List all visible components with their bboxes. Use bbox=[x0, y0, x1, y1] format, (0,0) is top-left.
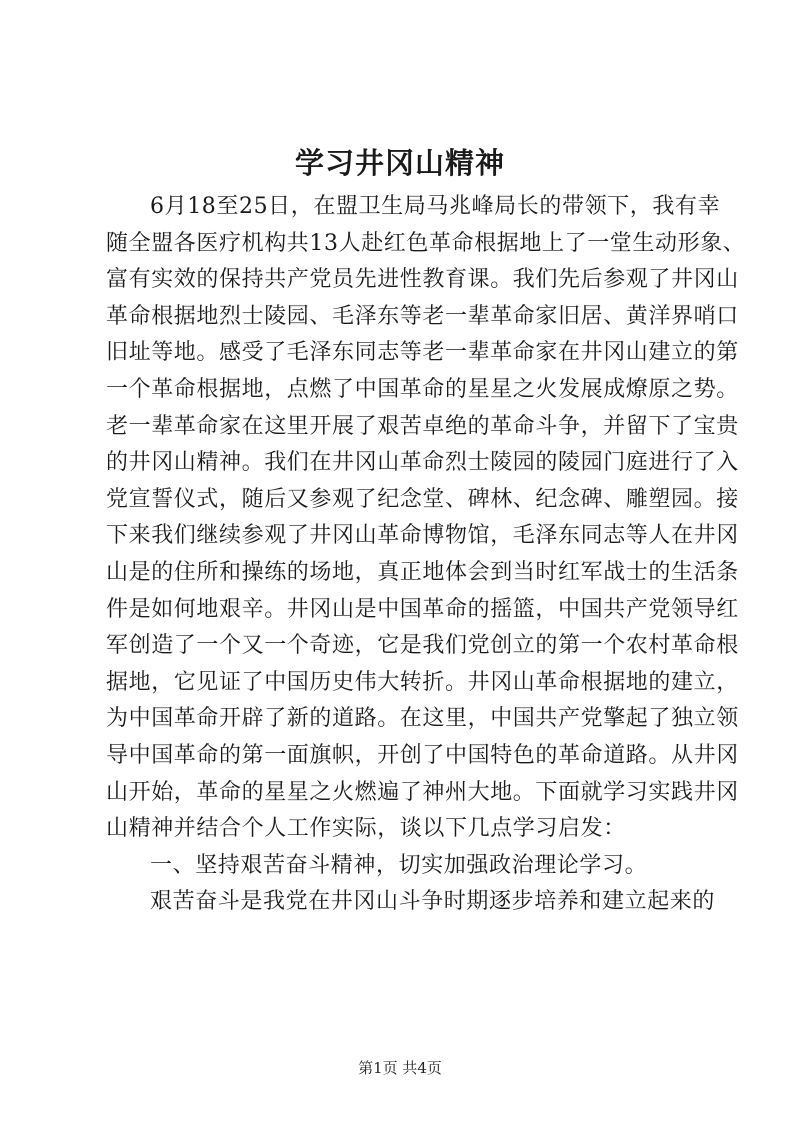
paragraph-line: 山开始，革命的星星之火燃遍了神州大地。下面就学习实践井冈 bbox=[106, 779, 739, 805]
paragraph-line: 为中国革命开辟了新的道路。在这里，中国共产党擎起了独立领 bbox=[106, 706, 739, 732]
document-title: 学习井冈山精神 bbox=[294, 146, 505, 180]
paragraph-line: 6月18至25日，在盟卫生局马兆峰局长的带领下，我有幸 bbox=[150, 194, 721, 219]
paragraph-line: 件是如何地艰辛。井冈山是中国革命的摇篮，中国共产党领导红 bbox=[106, 596, 739, 622]
paragraph-line: 艰苦奋斗是我党在井冈山斗争时期逐步培养和建立起来的 bbox=[150, 889, 716, 915]
paragraph-line: 山精神并结合个人工作实际，谈以下几点学习启发： bbox=[106, 816, 626, 842]
paragraph-line: 山是的住所和操练的场地，真正地体会到当时红军战士的生活条 bbox=[106, 559, 739, 585]
section-heading: 一、坚持艰苦奋斗精神，切实加强政治理论学习。 bbox=[150, 852, 648, 878]
paragraph-line: 党宣誓仪式，随后又参观了纪念堂、碑林、纪念碑、雕塑园。接 bbox=[106, 486, 739, 512]
paragraph-line: 下来我们继续参观了井冈山革命博物馆，毛泽东同志等人在井冈 bbox=[106, 523, 739, 549]
paragraph-line: 军创造了一个又一个奇迹，它是我们党创立的第一个农村革命根 bbox=[106, 633, 739, 659]
page-number-footer: 第1页 共4页 bbox=[358, 1059, 442, 1077]
paragraph-line: 老一辈革命家在这里开展了艰苦卓绝的革命斗争，并留下了宝贵 bbox=[106, 413, 739, 439]
document-body bbox=[106, 189, 746, 921]
paragraph-line: 革命根据地烈士陵园、毛泽东等老一辈革命家旧居、黄洋界哨口 bbox=[106, 303, 739, 329]
paragraph-line: 导中国革命的第一面旗帜，开创了中国特色的革命道路。从井冈 bbox=[106, 742, 739, 768]
paragraph-line: 的井冈山精神。我们在井冈山革命烈士陵园的陵园门庭进行了入 bbox=[106, 450, 739, 476]
paragraph-line: 据地，它见证了中国历史伟大转折。井冈山革命根据地的建立， bbox=[106, 669, 739, 695]
paragraph-line: 随全盟各医疗机构共13人赴红色革命根据地上了一堂生动形象、 bbox=[106, 230, 746, 256]
paragraph-line: 一个革命根据地，点燃了中国革命的星星之火发展成燎原之势。 bbox=[106, 376, 739, 402]
paragraph-line: 富有实效的保持共产党员先进性教育课。我们先后参观了井冈山 bbox=[106, 267, 739, 293]
paragraph-line: 旧址等地。感受了毛泽东同志等老一辈革命家在井冈山建立的第 bbox=[106, 340, 739, 366]
